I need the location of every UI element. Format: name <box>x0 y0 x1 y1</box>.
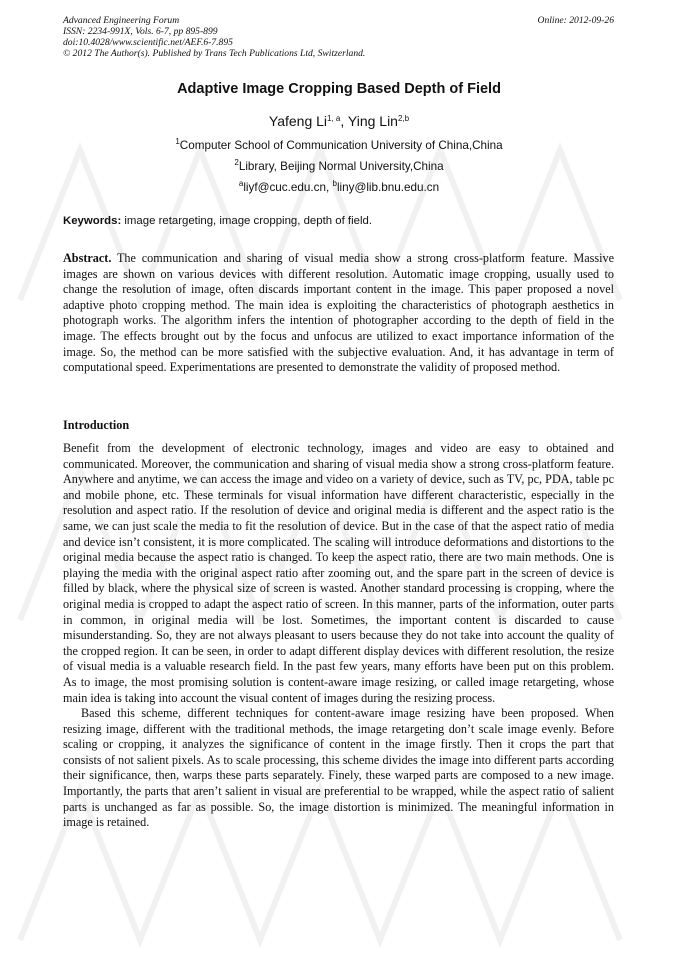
paragraph: Based this scheme, different techniques for content-aware image resizing have been proposed. When resizing image, different with the traditional methods, the image retargeting don’t scale image evenly. Before scaling or cropping, it analyzes the significance of content in the image firstly. Then it crops the part that consists of not salient pixels. As to scale processing, this scheme divides the image into different parts according their significance, then, warps these parts separately. Finely, these warped parts are composed to a new image. Importantly, the parts that aren’t salient in visual are preferential to be wrapped, while the aspect ratio of salient parts is unchanged as far as possible. So, the image distortion is minimized. The meaningful information in image is retained. <box>63 706 614 830</box>
email-superscript: a <box>238 179 244 188</box>
affiliation-superscript: 1 <box>175 137 180 146</box>
email-superscript: b <box>332 179 337 188</box>
abstract <box>63 251 614 376</box>
abstract-text: The communication and sharing of visual media show a strong cross-platform feature. Massive images are shown on various devices with different resolution. Automatic image cropping, usually used to change the resolution of image, often discards important content in the image. This paper proposed a novel adaptive photo cropping method. The main idea is exploiting the characteristics of photograph aesthetics in photograph works. The algorithm infers the intention of photographer according to the depth of field in the image. The effects brought out by the focus and unfocus are utilized to exact importance information of the image. So, the method can be more satisfied with the subjective evaluation. And, it has advantage in term of computational speed. Experimentations are presented to demonstrate the validity of proposed method. <box>63 251 614 375</box>
copyright-line: © 2012 The Author(s). Published by Trans Tech Publications Ltd, Switzerland. <box>63 48 366 59</box>
keywords <box>63 215 614 227</box>
author-line <box>0 113 678 129</box>
affiliation-1 <box>0 139 678 152</box>
journal-header <box>63 15 614 59</box>
affiliation-text: Computer School of Communication University of China,China <box>179 139 503 152</box>
paper-title: Adaptive Image Cropping Based Depth of Field <box>177 81 501 97</box>
keywords-text: image retargeting, image cropping, depth of field. <box>121 215 372 227</box>
journal-name: Advanced Engineering Forum <box>63 15 180 26</box>
author-superscript: 2,b <box>397 114 410 123</box>
author-name: Yafeng Li <box>268 113 328 129</box>
affiliation-2 <box>0 160 678 173</box>
issn-line: ISSN: 2234-991X, Vols. 6-7, pp 895-899 <box>63 26 218 37</box>
online-date: Online: 2012-09-26 <box>537 15 614 26</box>
author-superscript: 1, a <box>327 114 341 123</box>
email-line <box>0 181 678 194</box>
keywords-label: Keywords: <box>63 215 122 227</box>
paragraph: Benefit from the development of electronic technology, images and video are easy to obtained and communicated. Moreover, the communication and sharing of visual media show a strong cross-platform feature. Anywhere and anytime, we can access the image and video on a variety of device, such as TV, pc, PDA, table pc and mobile phone, etc. These terminals for visual information have different characteristic, especially in the resolution and aspect ratio. If the resolution of device and original media is different and the aspect ratio is the same, we can just scale the media to fit the resolution of device. But in the case of that the aspect ratio of media and device isn’t consistent, it is more complicated. The scaling will introduce deformations and distortions to the original media because the aspect ratio is changed. To keep the aspect ratio, there are two main methods. One is playing the media with the original aspect ratio after zooming out, and the spare part in the screen of device is filled by black, where the physical size of screen is wasted. Another standard processing is cropping, where the original media is cropped to adapt the aspect ratio of screen. In this manner, parts of the information, outer parts in common, in original media will be lost. Sometimes, the important content is discarded to cause misunderstanding. So, they are not always pleasant to users because they do not take into account the quality of the cropped region. It can be seen, in order to adapt different display devices with different resolution, the resize of visual media is a valuable research field. In the past few years, many efforts have been put on this problem. As to image, the most promising solution is content-aware image resizing, or called image retargeting, whose main idea is taking into account the visual content of images during the resizing process. <box>63 441 614 705</box>
abstract-label: Abstract. <box>63 251 112 265</box>
author-name: Ying Lin <box>347 113 398 129</box>
introduction-body <box>63 441 614 831</box>
email-link[interactable]: liny@lib.bnu.edu.cn <box>336 181 440 194</box>
email-link[interactable]: liyf@cuc.edu.cn, <box>243 181 333 194</box>
affiliation-superscript: 2 <box>234 158 239 167</box>
section-heading-introduction: Introduction <box>63 418 130 432</box>
doi-line: doi:10.4028/www.scientific.net/AEF.6-7.895 <box>63 37 233 48</box>
affiliation-text: Library, Beijing Normal University,China <box>238 160 444 173</box>
author-separator: , <box>340 113 348 129</box>
